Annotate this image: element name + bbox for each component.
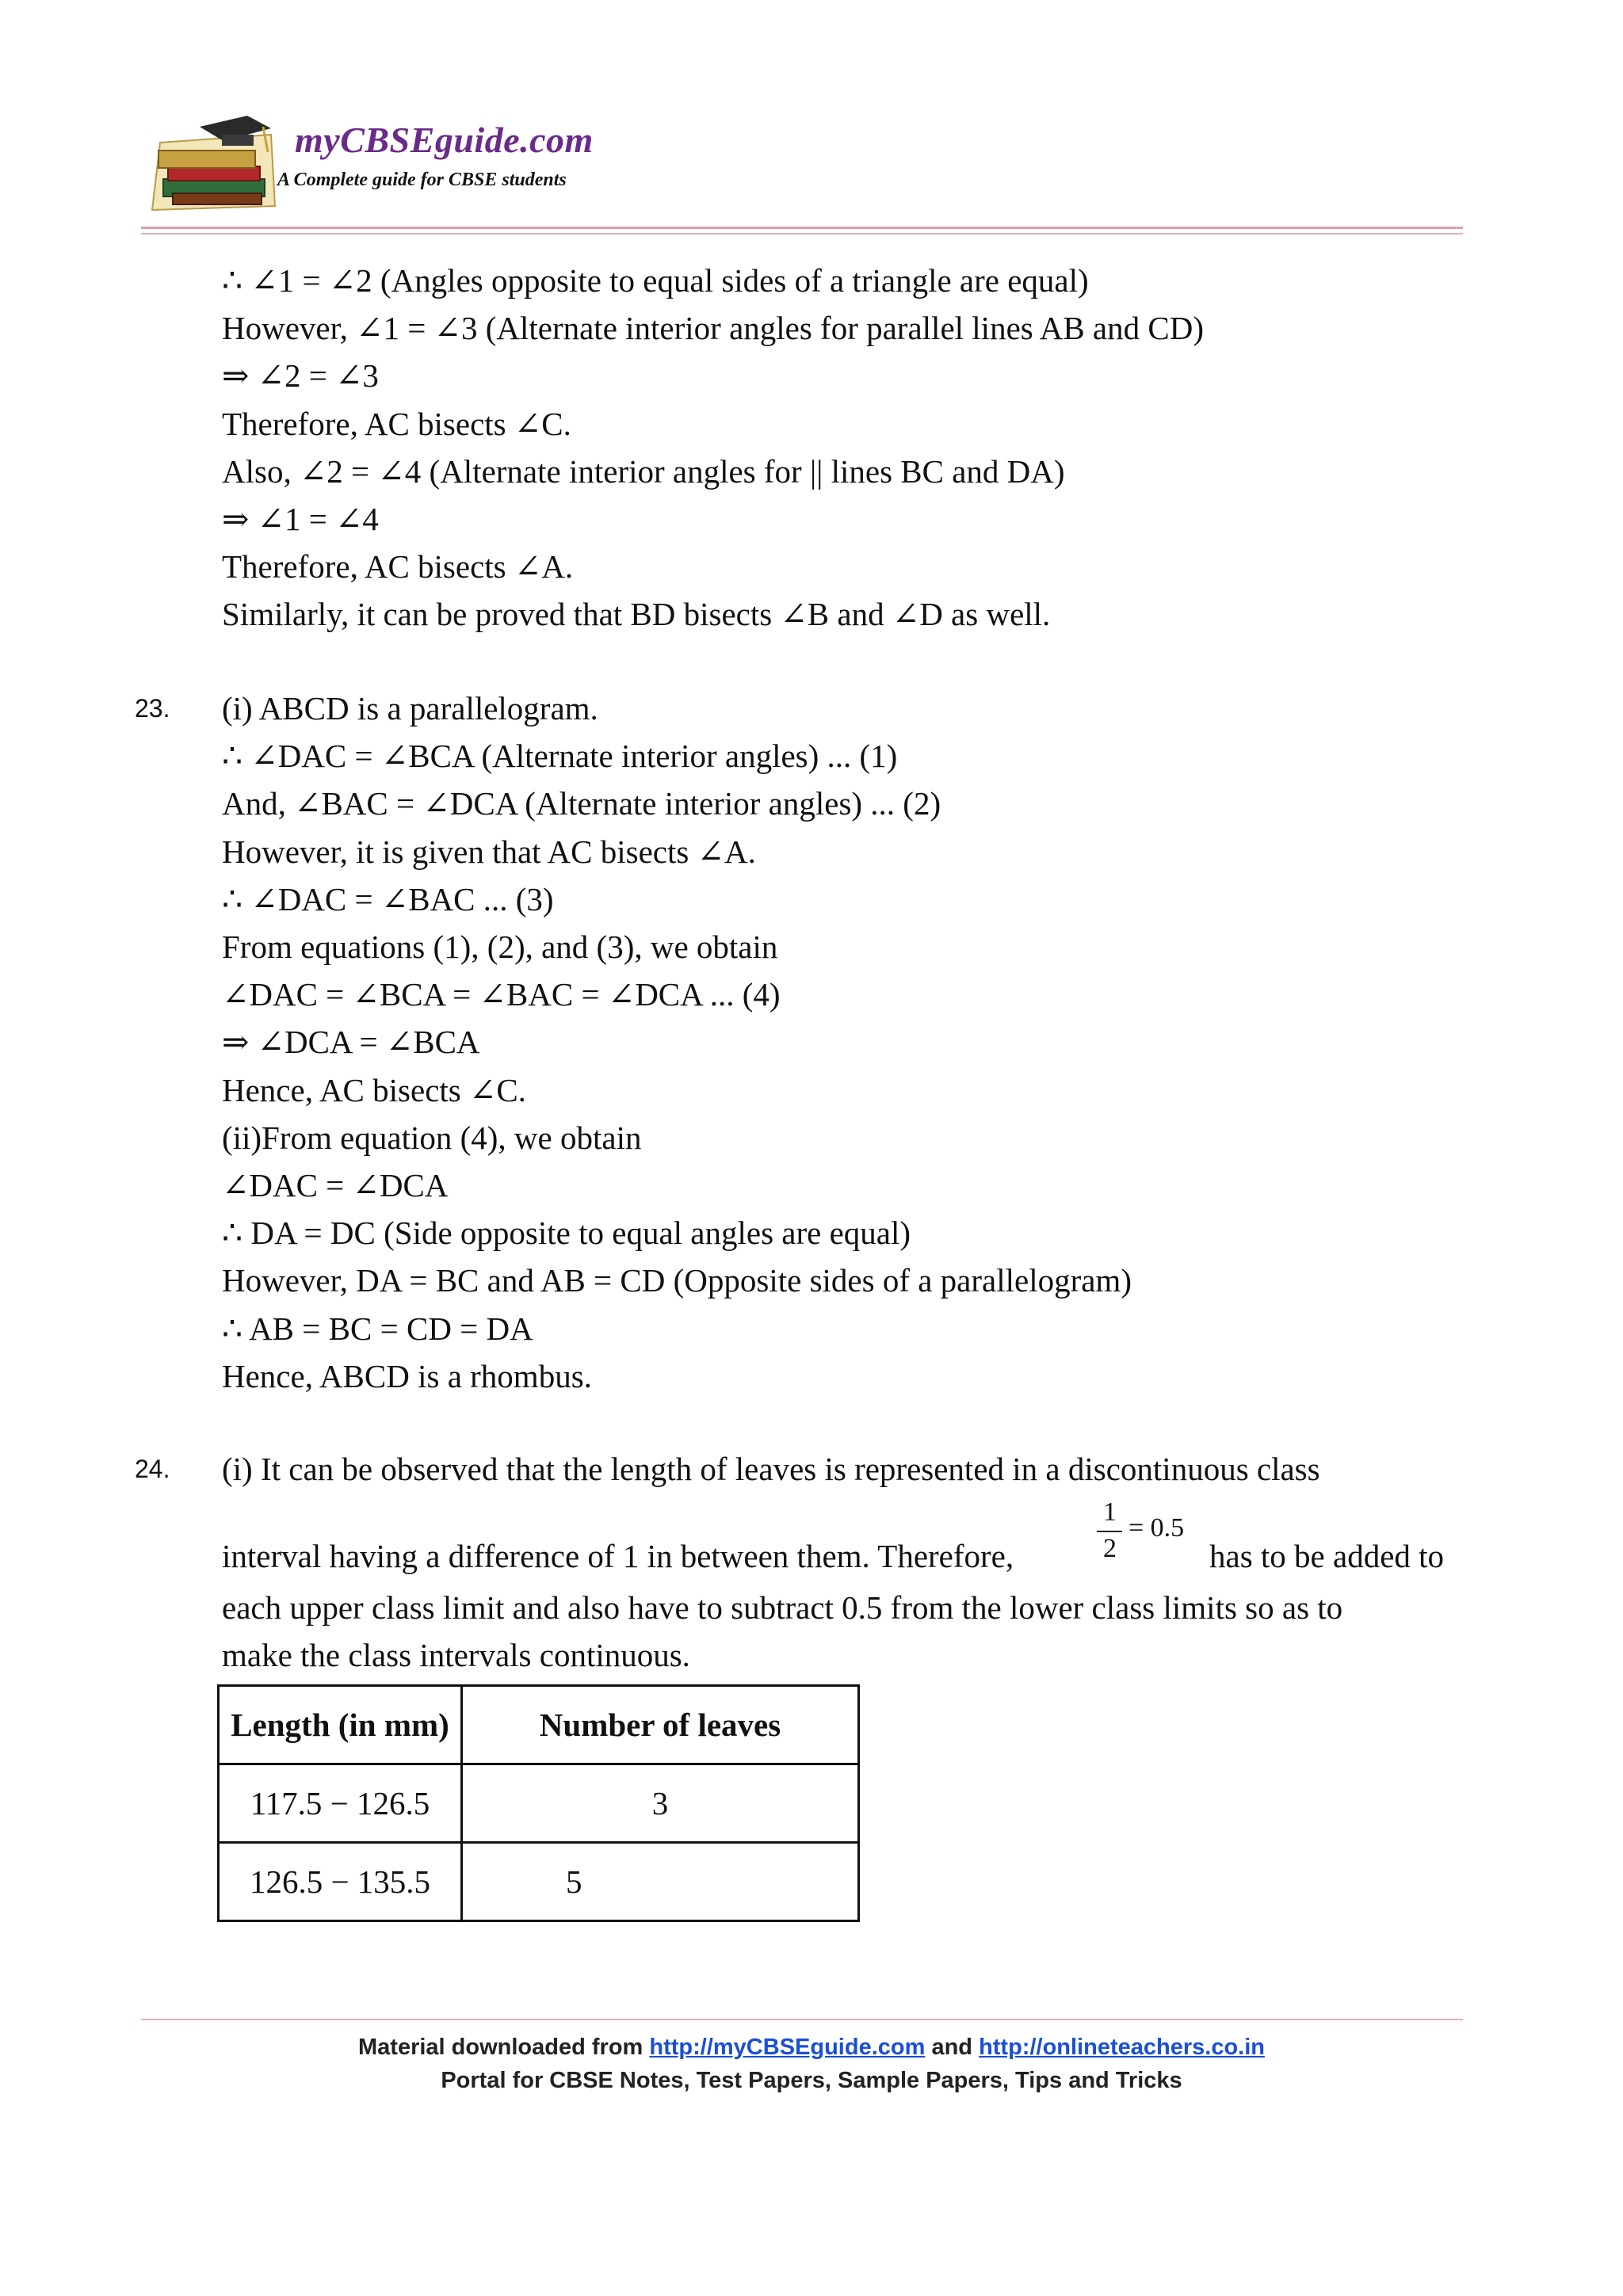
text-line: ⇒ ∠2 = ∠3 [222,357,379,395]
proof-continuation [222,257,1204,639]
header-rule-secondary [141,233,1463,235]
text-line: However, it is given that AC bisects ∠A. [222,833,756,870]
text-line: ∴ AB = BC = CD = DA [222,1310,533,1347]
fraction-numerator: 1 [1103,1497,1117,1527]
table-row [219,1843,859,1921]
question-number-23: 23. [135,694,170,723]
text-line: make the class intervals continuous. [222,1637,690,1674]
text-line: Hence, AC bisects ∠C. [222,1071,526,1108]
text-line: Similarly, it can be proved that BD bisects ∠B and ∠D as well. [222,596,1051,633]
column-header-length: Length (in mm) [219,1686,462,1764]
text-line: However, DA = BC and AB = CD (Opposite sides of a parallelogram) [222,1262,1132,1299]
text-line: However, ∠1 = ∠3 (Alternate interior angles for parallel lines AB and CD) [222,310,1204,347]
text-line: ∴ DA = DC (Side opposite to equal angles are equal) [222,1215,911,1252]
text-line: ∠DAC = ∠DCA [222,1167,449,1204]
answer-24-rest [222,1584,1342,1679]
text-line: Therefore, AC bisects ∠C. [222,405,571,442]
text-line: ∠DAC = ∠BCA = ∠BAC = ∠DCA ... (4) [222,976,781,1013]
text-line: has to be added to [1209,1538,1445,1574]
footer-mid: and [925,2035,980,2060]
footer-link-onlineteachers[interactable]: http://onlineteachers.co.in [979,2035,1265,2060]
books-logo-icon [144,111,279,214]
text-line: Therefore, AC bisects ∠A. [222,548,574,585]
text-line: ∴ ∠DAC = ∠BCA (Alternate interior angles) ... (1) [222,738,898,775]
column-header-leaves: Number of leaves [462,1686,859,1764]
text-line: ⇒ ∠DCA = ∠BCA [222,1024,480,1061]
text-line: From equations (1), (2), and (3), we obtain [222,929,778,966]
logo-name: myCBSEguide.com [295,120,594,160]
logo-tagline: A Complete guide for CBSE students [277,170,567,190]
text-line: ∴ ∠DAC = ∠BAC ... (3) [222,880,554,917]
question-number-24: 24. [135,1455,170,1483]
table-cell: 5 [462,1843,859,1921]
text-line: (ii)From equation (4), we obtain [222,1119,642,1156]
answer-23 [222,685,1132,1400]
footer-rule [141,2019,1463,2020]
leaf-length-table [217,1684,860,1922]
footer-line-1 [0,2035,1623,2061]
text-line: each upper class limit and also have to subtract 0.5 from the lower class limits so as to [222,1589,1343,1626]
table-row [219,1764,859,1843]
fraction-result: = 0.5 [1128,1513,1185,1543]
text-line: (i) ABCD is a parallelogram. [222,690,598,727]
table-header-row [219,1686,859,1764]
footer-prefix: Material downloaded from [358,2035,650,2060]
fraction-denominator: 2 [1103,1534,1117,1563]
text-line: Hence, ABCD is a rhombus. [222,1357,592,1394]
footer-link-mycbseguide[interactable]: http://myCBSEguide.com [649,2035,926,2060]
text-line: ⇒ ∠1 = ∠4 [222,501,379,538]
text-line: (i) It can be observed that the length of leaves is represented in a discontinuous class [222,1451,1320,1487]
site-logo[interactable] [144,111,620,214]
fraction-one-half [1097,1497,1200,1585]
fraction-bar [1097,1531,1122,1532]
table-cell: 126.5 − 135.5 [219,1843,462,1921]
table-cell: 117.5 − 126.5 [219,1764,462,1843]
text-line: interval having a difference of 1 in between them. Therefore, [222,1538,1014,1574]
text-line: ∴ ∠1 = ∠2 (Angles opposite to equal sides of a triangle are equal) [222,262,1089,299]
answer-24-intro [222,1445,1320,1493]
text-line: Also, ∠2 = ∠4 (Alternate interior angles for || lines BC and DA) [222,452,1065,490]
text-line: And, ∠BAC = ∠DCA (Alternate interior angles) ... (2) [222,785,941,822]
table-cell: 3 [462,1764,859,1843]
header-rule [141,227,1463,229]
footer-line-2: Portal for CBSE Notes, Test Papers, Sample Papers, Tips and Tricks [441,2068,1182,2093]
